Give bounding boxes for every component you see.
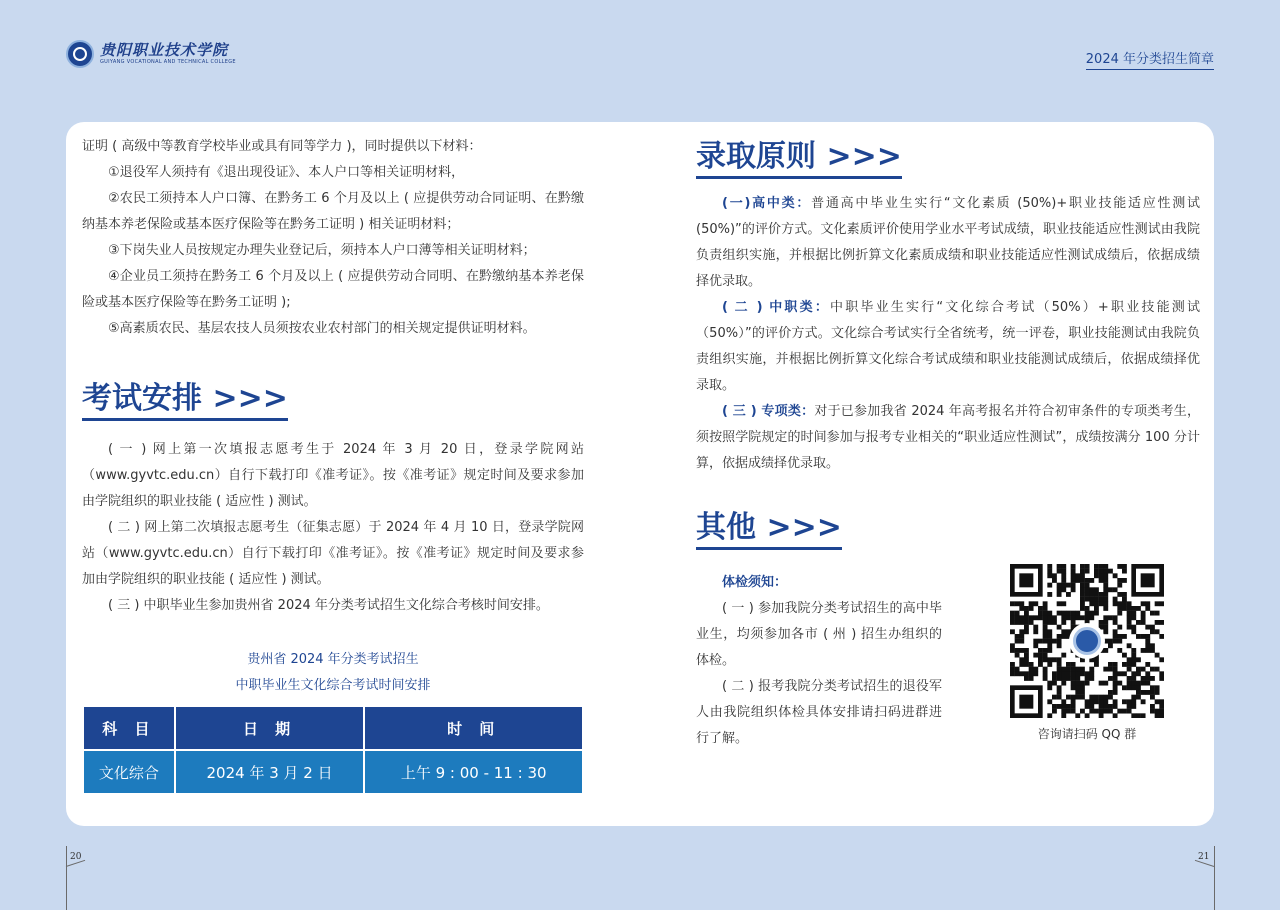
left-column [82, 134, 584, 795]
brochure-title: 2024 年分类招生简章 [1086, 52, 1214, 70]
health-check-notes [696, 570, 942, 752]
intro-line-5: ⑤高素质农民、基层农技人员须按农业农村部门的相关规定提供证明材料。 [108, 321, 536, 336]
exam-section-body [82, 437, 584, 619]
page-corner-line-left [66, 846, 67, 910]
college-name-en: GUIYANG VOCATIONAL AND TECHNICAL COLLEGE [100, 59, 236, 65]
health-check-item-2: ( 二 ) 报考我院分类考试招生的退役军人由我院组织体检具体安排请扫码进群进行了解。 [696, 679, 942, 746]
other-section-title: 其他 >>> [696, 509, 842, 550]
exam-paragraph-2: ( 二 ) 网上第二次填报志愿考生（征集志愿）于 2024 年 4 月 10 日，登录学院网站（www.gyvtc.edu.cn）自行下载打印《准考证》。按《准考证》规定时间及要求参加由学院组织的职业技能 ( 适应性 ) 测试。 [82, 520, 584, 587]
college-logo [66, 40, 236, 68]
admission-item-special [696, 399, 1200, 477]
intro-line-3: ③下岗失业人员按规定办理失业登记后，须持本人户口薄等相关证明材料； [108, 243, 536, 258]
intro-line-1: ①退役军人须持有《退出现役证》、本人户口等相关证明材料， [108, 165, 465, 180]
exam-paragraph-1: ( 一 ) 网上第一次填报志愿考生于 2024 年 3 月 20 日，登录学院网站（www.gyvtc.edu.cn）自行下载打印《准考证》。按《准考证》规定时间及要求参加由学院组织的职业技能 ( 适应性 ) 测试。 [82, 442, 584, 509]
exam-section-title: 考试安排 >>> [82, 380, 288, 421]
cell-time: 上午 9 : 00 - 11 : 30 [364, 750, 583, 794]
qr-college-emblem-icon [1069, 623, 1105, 659]
admission-item-vocational [696, 295, 1200, 399]
admission-label-special: ( 三 ) 专项类： [722, 404, 815, 419]
qq-group-qr-block [1010, 564, 1164, 742]
college-emblem-icon [66, 40, 94, 68]
exam-table-caption-line-2: 中职毕业生文化综合考试时间安排 [235, 678, 431, 693]
column-header-time: 时 间 [364, 706, 583, 750]
admission-text-special: 对于已参加我省 2024 年高考报名并符合初审条件的专项类考生，须按照学院规定的时间参加与报考专业相关的“职业适应性测试”，成绩按满分 100 分计算，依据成绩择优录取。 [696, 404, 1200, 471]
other-section-body [696, 570, 1200, 752]
column-header-subject: 科 目 [83, 706, 175, 750]
health-check-item-1: ( 一 ) 参加我院分类考试招生的高中毕业生，均须参加各市 ( 州 ) 招生办组织的体检。 [696, 601, 942, 668]
column-header-date: 日 期 [175, 706, 365, 750]
qr-caption: 咨询请扫码 QQ 群 [1037, 727, 1137, 741]
admission-text-vocational: 中职毕业生实行“文化综合考试（50%）+职业技能测试（50%）”的评价方式。文化综合考试实行全省统考，统一评卷，职业技能测试由我院负责组织实施，并根据比例折算文化综合考试成绩和职业技能测试成绩后，依据成绩择优录取。 [696, 300, 1200, 393]
admission-item-highschool [696, 191, 1200, 295]
health-check-label: 体检须知： [722, 575, 788, 590]
intro-line-0: 证明 ( 高级中等教育学校毕业或具有同等学力 )，同时提供以下材料： [82, 139, 482, 154]
exam-table-caption-line-1: 贵州省 2024 年分类考试招生 [247, 652, 419, 667]
cell-date: 2024 年 3 月 2 日 [175, 750, 365, 794]
qq-group-qr-code[interactable] [1010, 564, 1164, 718]
admission-label-highschool: (一)高中类： [722, 196, 812, 211]
admission-label-vocational: ( 二 ) 中职类： [722, 300, 831, 315]
page-corner-line-right [1214, 846, 1215, 910]
page-number-left: 20 [70, 852, 82, 862]
cell-subject: 文化综合 [83, 750, 175, 794]
intro-line-4: ④企业员工须持在黔务工 6 个月及以上 ( 应提供劳动合同明、在黔缴纳基本养老保险或基本医疗保险等在黔务工证明 ); [82, 269, 584, 310]
table-row [83, 750, 583, 794]
page-number-right: 21 [1198, 852, 1210, 862]
admission-text-highschool: 普通高中毕业生实行“文化素质 (50%)+职业技能适应性测试 (50%)”的评价方式。文化素质评价使用学业水平考试成绩，职业技能适应性测试由我院负责组织实施，并根据比例折算文化素质成绩和职业技能适应性测试成绩后，依据成绩择优录取。 [696, 196, 1200, 289]
exam-table-caption [82, 647, 584, 699]
college-name [100, 42, 236, 66]
exam-schedule-table [82, 705, 584, 795]
admission-section-title: 录取原则 >>> [696, 138, 902, 179]
exam-paragraph-3: ( 三 ) 中职毕业生参加贵州省 2024 年分类考试招生文化综合考核时间安排。 [108, 598, 549, 613]
college-name-cn: 贵阳职业技术学院 [100, 41, 229, 59]
right-column [696, 138, 1200, 752]
intro-line-2: ②农民工须持本人户口簿、在黔务工 6 个月及以上 ( 应提供劳动合同证明、在黔缴纳基本养老保险或基本医疗保险等在黔务工证明 ) 相关证明材料； [82, 191, 584, 232]
content-card [66, 122, 1214, 826]
admission-section-body [696, 191, 1200, 477]
table-header-row [83, 706, 583, 750]
